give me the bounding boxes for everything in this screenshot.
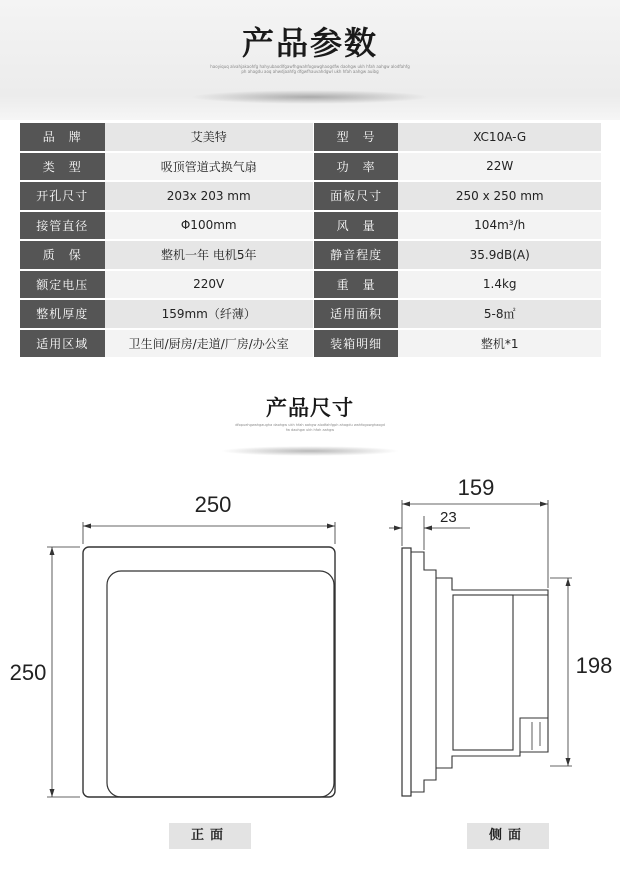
spec-value: Φ100mm (105, 212, 313, 242)
spec-row (20, 212, 601, 242)
front-view-caption: 正面 (169, 823, 251, 849)
spec-value: XC10A-G (398, 123, 601, 153)
side-connector (520, 718, 548, 752)
params-title: 产品参数 (241, 24, 378, 62)
spec-value: 159mm（纤薄） (105, 300, 313, 330)
side-panel-flange (411, 552, 436, 792)
side-flange-label: 23 (440, 509, 457, 526)
spec-value: 203x 203 mm (105, 182, 313, 212)
spec-label: 额定电压 (20, 271, 105, 301)
spec-value: 1.4kg (398, 271, 601, 301)
dimension-drawing (0, 460, 620, 840)
spec-row (20, 271, 601, 301)
spec-value: 艾美特 (105, 123, 313, 153)
title-underline-shadow (190, 90, 430, 104)
spec-value: 5-8㎡ (398, 300, 601, 330)
side-view-caption: 侧面 (467, 823, 549, 849)
spec-value: 220V (105, 271, 313, 301)
spec-row (20, 153, 601, 183)
spec-label: 类 型 (20, 153, 105, 183)
params-subtitle: haoyiquq alvahjakaohfg hahyubaodlfgawfhgwahfogowghaogdfw daohgw ukh hfah aahgw alodfahfgph ahagdu aoq ahwdjaahfg dfgwfhauvahdgwl ukh hfah aahgw auibg (210, 64, 410, 74)
spec-label: 适用区域 (20, 330, 105, 360)
front-panel-inner (107, 571, 334, 797)
spec-row (20, 330, 601, 360)
spec-table (20, 123, 601, 359)
front-view (47, 522, 335, 797)
size-subtitle: dfopuehgwahgaugha daohgw ukh hfah aahgw alodfahfgph ahagdu wahfogowghaogdfw daohgw ukh hfah aahgw (235, 423, 385, 432)
section-title-params (0, 24, 620, 74)
side-panel-face (402, 548, 411, 796)
spec-value: 22W (398, 153, 601, 183)
spec-label: 整机厚度 (20, 300, 105, 330)
side-view (389, 500, 572, 796)
spec-value: 整机一年 电机5年 (105, 241, 313, 271)
spec-value: 35.9dB(A) (398, 241, 601, 271)
spec-row (20, 182, 601, 212)
spec-label: 功 率 (314, 153, 399, 183)
spec-label: 品 牌 (20, 123, 105, 153)
spec-value: 卫生间/厨房/走道/厂房/办公室 (105, 330, 313, 360)
front-panel-outline (83, 547, 335, 797)
front-height-label: 250 (9, 660, 47, 685)
spec-value: 250 x 250 mm (398, 182, 601, 212)
spec-label: 重 量 (314, 271, 399, 301)
spec-row (20, 300, 601, 330)
spec-label: 型 号 (314, 123, 399, 153)
front-width-label: 250 (194, 492, 232, 517)
spec-label: 开孔尺寸 (20, 182, 105, 212)
spec-label: 面板尺寸 (314, 182, 399, 212)
side-height-label: 198 (575, 653, 613, 678)
spec-row (20, 241, 601, 271)
spec-value: 吸顶管道式换气扇 (105, 153, 313, 183)
spec-value: 104m³/h (398, 212, 601, 242)
side-depth-label: 159 (457, 475, 495, 500)
section-title-size (0, 395, 620, 432)
spec-label: 适用面积 (314, 300, 399, 330)
spec-label: 质 保 (20, 241, 105, 271)
spec-label: 风 量 (314, 212, 399, 242)
spec-label: 静音程度 (314, 241, 399, 271)
spec-row (20, 123, 601, 153)
side-motor (453, 595, 513, 750)
size-title: 产品尺寸 (266, 396, 354, 420)
spec-label: 装箱明细 (314, 330, 399, 360)
spec-label: 接管直径 (20, 212, 105, 242)
title-underline-shadow (220, 446, 400, 456)
spec-value: 整机*1 (398, 330, 601, 360)
